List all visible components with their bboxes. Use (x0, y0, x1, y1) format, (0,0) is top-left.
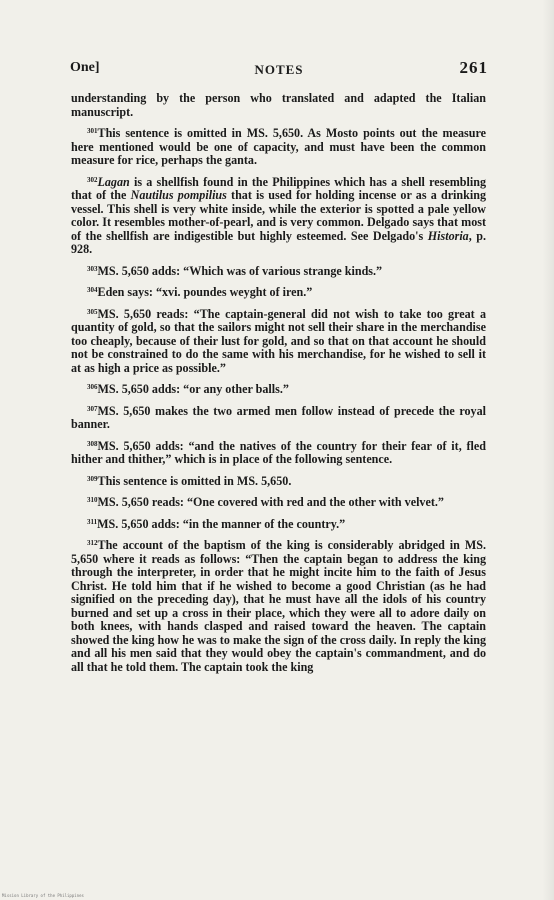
note-text: MS. 5,650 adds: “in the manner of the country.” (97, 516, 346, 531)
footnote-311 (71, 518, 486, 532)
footnote-308 (71, 440, 486, 467)
note-text: Eden says: “xvi. poundes weyght of iren.” (97, 285, 313, 299)
page-edge-shadow (542, 0, 554, 900)
footnote-number: 301 (87, 127, 98, 135)
note-text: The account of the baptism of the king is considerably abridged in MS. 5,650 where it reads as follows: “Then the captain began to address the king through the interpreter, in order that he might incite him to the faith of Jesus Christ. He told him that if he wished to become a good Christian (as he had signified on the preceding day), that he must have all the idols of his country burned and set up a cross in their place, which they were all to adore daily on both knees, with hands clasped and raised toward the heaven. The captain showed the king how he was to make the sign of the cross daily. In reply the king and all his men said that they would obey the captain's commandment, and do all that he told them. The captain took the king (71, 538, 486, 674)
footnote-number: 312 (87, 539, 98, 547)
note-text: MS. 5,650 makes the two armed men follow instead of precede the royal banner. (71, 403, 486, 431)
note-text: This sentence is omitted in MS. 5,650. As Mosto points out the measure here mentioned would be one of capacity, and must have been the common measure for rice, perhaps the ganta. (71, 126, 486, 167)
note-text: understanding by the person who translated and adapted the Italian manuscript. (71, 91, 486, 119)
footnote-304 (71, 286, 486, 300)
footnote-310 (71, 496, 486, 510)
footnote-309 (71, 475, 486, 489)
footnote-301 (71, 127, 486, 168)
footnote-305 (71, 308, 486, 376)
footnote-number: 311 (87, 517, 98, 526)
footnote-number: 306 (87, 383, 98, 391)
footnote-number: 310 (87, 496, 98, 504)
italic-term: Nautilus pompilius (130, 188, 227, 202)
note-text: , p. 928. (71, 228, 486, 256)
footnote-number: 305 (87, 307, 98, 316)
header-chapter: One] (70, 60, 100, 75)
footnote-number: 302 (87, 175, 98, 184)
footnote-number: 304 (87, 286, 98, 294)
running-header (70, 58, 488, 82)
footnote-number: 308 (87, 439, 98, 448)
scan-footer: Mission Library of the Philippines (2, 893, 84, 898)
header-title: NOTES (254, 62, 304, 77)
italic-term: Historia (427, 228, 469, 243)
note-text: that is used for holding incense or as a drinking vessel. This shell is very white inside, while the exterior is spotted a pale yellow color. It resembles mother-of-pearl, and is very common. Delgado says that most of the shellfish are indigestible but highly esteemed. See Delgado's (71, 188, 487, 243)
note-text: This sentence is omitted in MS. 5,650. (97, 473, 292, 488)
notes-body (71, 92, 486, 682)
note-text: MS. 5,650 adds: “or any other balls.” (97, 382, 289, 396)
footnote-302 (71, 176, 486, 257)
note-text: is a shellfish found in the Philippines which has a shell resembling that of the (71, 174, 486, 202)
footnote-number: 303 (87, 264, 98, 273)
footnote-307 (71, 405, 486, 432)
footnote-number: 309 (87, 474, 98, 483)
italic-term: Lagan (97, 174, 130, 189)
note-text: MS. 5,650 adds: “Which was of various strange kinds.” (97, 263, 383, 278)
footnote-312 (71, 539, 486, 674)
note-text: MS. 5,650 adds: “and the natives of the country for their fear of it, fled hither and thither,” which is in place of the following sentence. (71, 438, 486, 466)
note-text: MS. 5,650 reads: “One covered with red and the other with velvet.” (97, 495, 444, 509)
footnote-303 (71, 265, 486, 279)
page-number: 261 (459, 58, 488, 77)
note-text: MS. 5,650 reads: “The captain-general did not wish to take too great a quantity of gold, so that the sailors might not sell their share in the merchandise too cheaply, because of their lust for gold, and so that on that account he should not be constrained to do the same with his merchandise, for he wished to sell it at as high a price as possible.” (71, 306, 486, 375)
footnote-number: 307 (87, 404, 98, 413)
paragraph-continuation (71, 92, 486, 119)
footnote-306 (71, 383, 486, 397)
